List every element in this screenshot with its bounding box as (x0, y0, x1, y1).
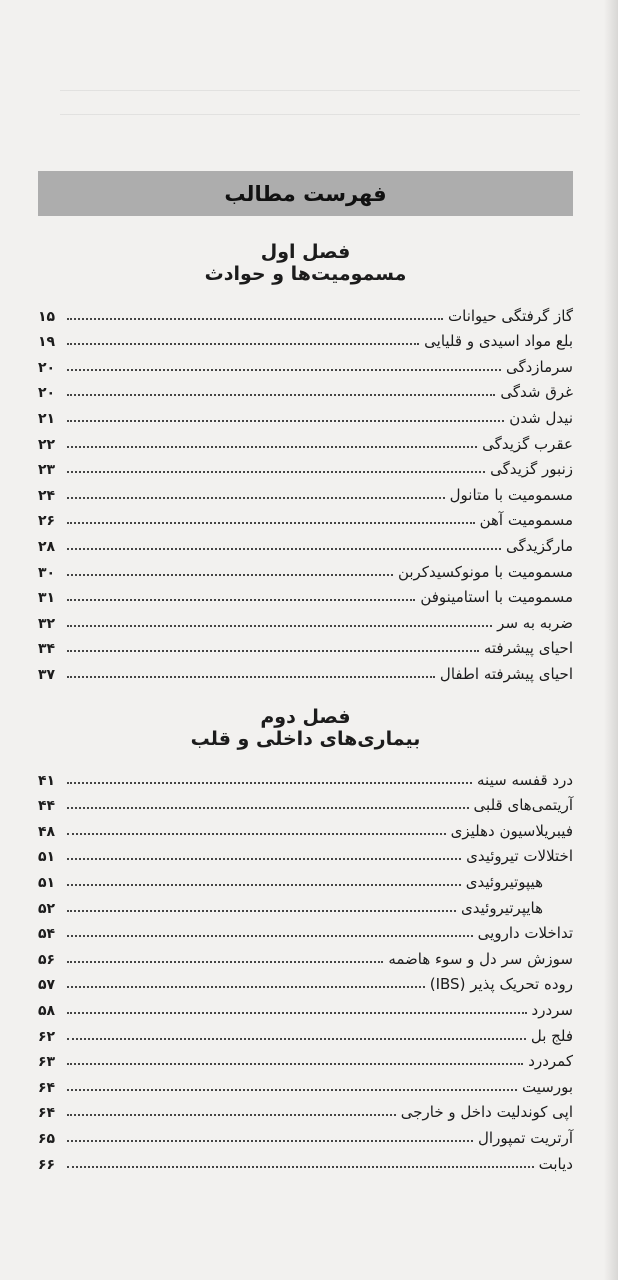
toc-entry (38, 1147, 573, 1173)
dot-leader (67, 625, 492, 627)
toc-entry-title: آریتمی‌های قلبی (473, 796, 573, 815)
toc-entry-page: ۶۵ (38, 1130, 56, 1147)
toc-entry (38, 657, 573, 683)
toc-entry-page: ۶۴ (38, 1105, 56, 1122)
toc-entry-page: ۲۱ (38, 410, 56, 427)
toc-entry-page: ۵۱ (38, 849, 56, 866)
toc-entry-title: غرق شدگی (500, 383, 573, 402)
toc-entry (38, 917, 573, 943)
toc-entry (38, 1045, 573, 1071)
dot-leader (67, 1012, 527, 1014)
toc-entry (38, 1019, 573, 1045)
toc-entry-page: ۳۱ (38, 590, 56, 607)
dot-leader (67, 986, 425, 988)
dot-leader (67, 807, 469, 809)
toc-entry-title: دیابت (538, 1154, 573, 1173)
toc-entry-page: ۲۴ (38, 487, 56, 504)
toc-entry-title: آرتریت تمپورال (478, 1128, 573, 1147)
toc-entry-page: ۴۴ (38, 798, 56, 815)
toc-entry (38, 891, 573, 917)
toc-entry-title: مسمومیت آهن (479, 511, 573, 530)
toc-entry-title: زنبور گزیدگی (490, 460, 573, 479)
dot-leader (67, 1140, 473, 1142)
toc-entry (38, 401, 573, 427)
toc-entry-page: ۶۲ (38, 1028, 56, 1045)
toc-entry-title: اختلالات تیروئیدی (466, 847, 573, 866)
toc-entry-page: ۵۶ (38, 951, 56, 968)
toc-entry-page: ۱۹ (38, 334, 56, 351)
toc-entry-page: ۲۰ (38, 359, 56, 376)
toc-entry-page: ۵۲ (38, 900, 56, 917)
toc-entry-title: درد قفسه سینه (477, 770, 573, 789)
chapter-1-number: فصل اول (260, 241, 351, 263)
toc-title-bar (38, 171, 573, 216)
toc-entry-page: ۲۸ (38, 538, 56, 555)
toc-entry-title: سرمازدگی (505, 357, 573, 376)
toc-entry (38, 993, 573, 1019)
toc-entry-page: ۲۳ (38, 462, 56, 479)
toc-entry-title: ضربه به سر (497, 613, 573, 632)
toc-entry-title: اپی کوندلیت داخل و خارجی (400, 1103, 573, 1122)
toc-entry-title: بلع مواد اسیدی و قلیایی (424, 332, 573, 351)
toc-entry (38, 555, 573, 581)
toc-entry (38, 427, 573, 453)
toc-entry-page: ۴۱ (38, 772, 56, 789)
dot-leader (67, 1166, 534, 1168)
toc-entry (38, 350, 573, 376)
page-edge-shadow (604, 0, 618, 1280)
chapter-1-heading (38, 241, 573, 285)
toc-entry-title: مارگزیدگی (506, 536, 573, 555)
toc-entry-page: ۳۰ (38, 564, 56, 581)
dot-leader (67, 833, 446, 835)
toc-entry-page: ۳۷ (38, 666, 56, 683)
dot-leader (67, 884, 461, 886)
toc-entry-page: ۲۰ (38, 385, 56, 402)
toc-entry (38, 763, 573, 789)
toc-entry-title: کمردرد (528, 1052, 573, 1071)
toc-entry-page: ۵۱ (38, 874, 56, 891)
toc-entry (38, 581, 573, 607)
toc-entry (38, 478, 573, 504)
dot-leader (67, 910, 456, 912)
toc-entry-title: سردرد (531, 1000, 573, 1019)
dot-leader (67, 497, 445, 499)
dot-leader (67, 858, 461, 860)
dot-leader (67, 343, 419, 345)
toc-entry-page: ۶۴ (38, 1079, 56, 1096)
dot-leader (67, 650, 479, 652)
toc-entry (38, 453, 573, 479)
dot-leader (67, 676, 435, 678)
toc-entry-page: ۳۲ (38, 615, 56, 632)
chapter-2-name: بیماری‌های داخلی و قلب (190, 728, 421, 750)
dot-leader (67, 1089, 517, 1091)
toc-entry-title: گاز گرفتگی حیوانات (448, 306, 573, 325)
dot-leader (67, 1114, 396, 1116)
toc-entry (38, 814, 573, 840)
dot-leader (67, 394, 495, 396)
toc-entry-page: ۲۶ (38, 513, 56, 530)
dot-leader (67, 420, 504, 422)
toc-entry (38, 529, 573, 555)
toc-entry-title: بورسیت (522, 1077, 573, 1096)
toc-entry (38, 632, 573, 658)
dot-leader (67, 318, 443, 320)
chapter-2-heading (38, 706, 573, 750)
dot-leader (67, 446, 477, 448)
dot-leader (67, 1063, 523, 1065)
toc-entry-page: ۳۴ (38, 641, 56, 658)
toc-entry-page: ۵۴ (38, 926, 56, 943)
toc-entry-page: ۶۳ (38, 1054, 56, 1071)
toc-entry (38, 865, 573, 891)
toc-entry-title: مسمومیت با مونوکسیدکربن (397, 562, 573, 581)
toc-entry-title: مسمومیت با استامینوفن (420, 588, 573, 607)
chapter-2-number: فصل دوم (260, 706, 351, 728)
toc-entry (38, 1096, 573, 1122)
chapter-2-entries (38, 763, 573, 1173)
toc-title: فهرست مطالب (224, 181, 387, 206)
dot-leader (67, 369, 501, 371)
toc-entry-page: ۱۵ (38, 308, 56, 325)
toc-entry-title: روده تحریک پذیر (IBS) (429, 975, 573, 994)
toc-entry (38, 299, 573, 325)
toc-entry-title: فیبریلاسیون دهلیزی (450, 821, 573, 840)
toc-entry-page: ۵۷ (38, 977, 56, 994)
toc-entry-page: ۶۶ (38, 1156, 56, 1173)
dot-leader (67, 471, 485, 473)
toc-entry (38, 1121, 573, 1147)
toc-entry-title: سوزش سر دل و سوء هاضمه (388, 949, 573, 968)
toc-entry (38, 789, 573, 815)
dot-leader (67, 961, 383, 963)
dot-leader (67, 935, 473, 937)
toc-entry-title: عقرب گزیدگی (482, 434, 573, 453)
toc-entry-title: تداخلات دارویی (477, 924, 573, 943)
chapter-1-entries (38, 299, 573, 683)
toc-entry-page: ۴۸ (38, 823, 56, 840)
dot-leader (67, 782, 472, 784)
toc-entry-title: فلج بل (530, 1026, 573, 1045)
toc-entry (38, 376, 573, 402)
toc-entry (38, 968, 573, 994)
toc-entry (38, 942, 573, 968)
toc-entry-title: احیای پیشرفته (483, 639, 573, 658)
toc-entry-title: احیای پیشرفته اطفال (439, 664, 573, 683)
toc-entry-title: هیپوتیروئیدی (465, 872, 543, 891)
dot-leader (67, 574, 393, 576)
dot-leader (67, 1038, 526, 1040)
toc-entry (38, 1070, 573, 1096)
dot-leader (67, 548, 501, 550)
toc-entry (38, 840, 573, 866)
toc-entry (38, 606, 573, 632)
toc-entry (38, 325, 573, 351)
toc-entry (38, 504, 573, 530)
toc-entry-page: ۵۸ (38, 1002, 56, 1019)
dot-leader (67, 599, 415, 601)
chapter-1-name: مسمومیت‌ها و حوادث (204, 263, 407, 285)
toc-entry-title: هایپرتیروئیدی (461, 898, 543, 917)
toc-entry-page: ۲۲ (38, 436, 56, 453)
toc-entry-title: نیدل شدن (509, 408, 573, 427)
bleed-through-text (60, 80, 580, 120)
toc-entry-title: مسمومیت با متانول (449, 485, 573, 504)
dot-leader (67, 522, 475, 524)
